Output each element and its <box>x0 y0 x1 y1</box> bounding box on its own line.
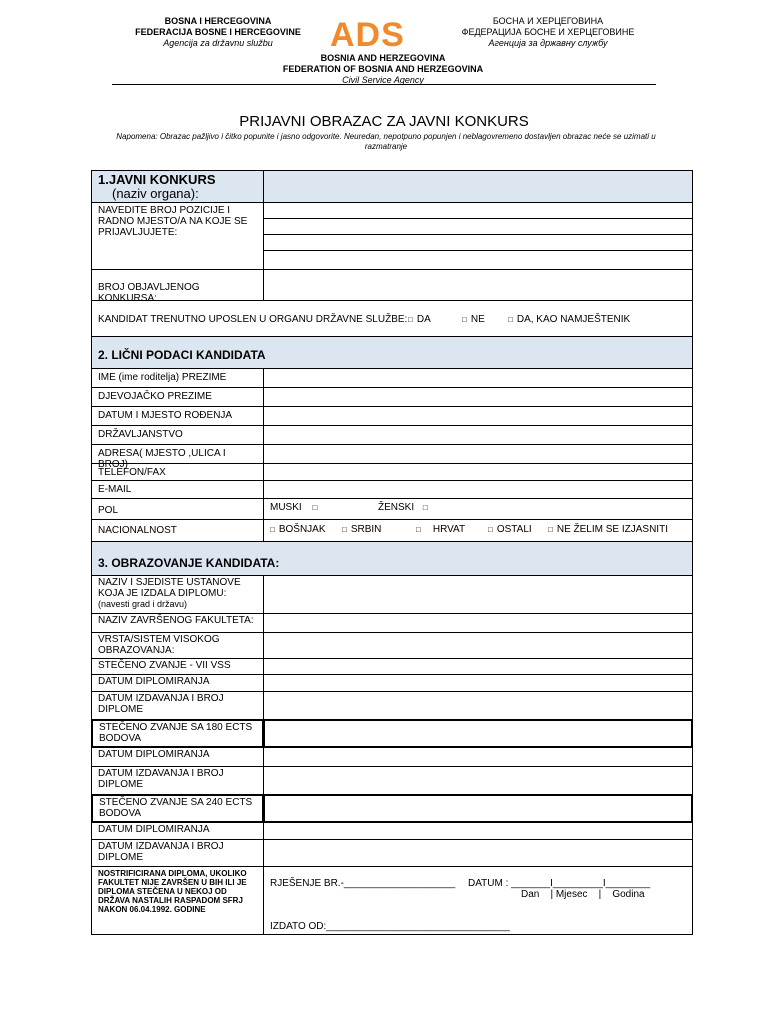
nac-option-ostali[interactable]: □ OSTALI <box>488 524 532 535</box>
section3-header <box>91 541 693 576</box>
education-label-9 <box>91 822 264 840</box>
education-field-5[interactable] <box>263 719 693 748</box>
checkbox-icon: □ <box>342 525 347 534</box>
personal-label-text: DJEVOJAČKO PREZIME <box>98 391 212 402</box>
nac-label: NACIONALNOST <box>98 525 177 536</box>
pol-options-cell <box>263 498 693 520</box>
checkbox-icon: □ <box>312 503 318 512</box>
personal-label-text: DATUM I MJESTO ROĐENJA <box>98 410 233 421</box>
education-label-text: DATUM DIPLOMIRANJA <box>98 824 210 835</box>
education-field-3[interactable] <box>263 674 693 692</box>
nac-option-srbin[interactable]: □ SRBIN <box>342 524 382 535</box>
personal-label-text: E-MAIL <box>98 484 132 495</box>
nostrification-label-cell <box>91 866 264 935</box>
education-label-6 <box>91 747 264 767</box>
personal-label-4 <box>91 444 264 470</box>
header-right <box>438 16 658 49</box>
education-label-text: STEČENO ZVANJE SA 240 ECTS BODOVA <box>99 797 253 819</box>
employment-option-ne[interactable]: □ NE <box>462 314 485 325</box>
header-left-line-3: Agencija za državnu službu <box>163 38 273 48</box>
education-label-4 <box>91 691 264 720</box>
header-left-line-1: BOSNA I HERCEGOVINA <box>164 16 272 26</box>
section3-title: 3. OBRAZOVANJE KANDIDATA: <box>98 556 280 570</box>
header-left-line-2: FEDERACIJA BOSNE I HERCEGOVINE <box>135 27 301 37</box>
education-label-text: DATUM IZDAVANJA I BROJ DIPLOME <box>98 693 224 715</box>
nostrification-label: NOSTRIFICIRANA DIPLOMA, UKOLIKO FAKULTET NIJE ZAVRŠEN U BIH ILI JE DIPLOMA STEČENA U NEKOJ OD DRŽAVA NASTALIH RASPADOM SFRJ NAKON 06.04.1992. GODINE <box>98 869 247 914</box>
header-center <box>258 53 508 86</box>
header-left <box>118 16 318 49</box>
pol-label-cell <box>91 498 264 520</box>
nostrification-field[interactable] <box>263 866 693 935</box>
date-parts-label: Dan | Mjesec | Godina <box>521 889 645 900</box>
personal-label-2 <box>91 406 264 426</box>
header-center-line-2: FEDERATION OF BOSNIA AND HERZEGOVINA <box>282 64 484 74</box>
checkbox-icon: □ <box>488 525 493 534</box>
personal-field-0[interactable] <box>263 368 693 388</box>
education-label-text: DATUM DIPLOMIRANJA <box>98 749 210 760</box>
rjesenje-label: RJEŠENJE BR.-____________________ <box>270 878 456 889</box>
employment-row <box>91 300 693 337</box>
header-center-line-1: BOSNIA AND HERZEGOVINA <box>320 53 446 63</box>
header-right-line-3: Агенција за државну службу <box>488 38 608 48</box>
education-field-2[interactable] <box>263 658 693 675</box>
checkbox-icon: □ <box>408 315 413 324</box>
pol-option-muski[interactable]: MUSKI □ <box>270 502 318 513</box>
education-label-1 <box>91 632 264 659</box>
personal-label-1 <box>91 387 264 407</box>
checkbox-icon: □ <box>416 525 421 534</box>
checkbox-icon: □ <box>548 525 553 534</box>
education-field-10[interactable] <box>263 839 693 867</box>
education-label-8 <box>91 794 264 823</box>
institution-label-cell <box>91 575 264 614</box>
nac-option-ne-zelim[interactable]: □ NE ŽELIM SE IZJASNITI <box>548 524 668 535</box>
education-label-text: VRSTA/SISTEM VISOKOG OBRAZOVANJA: <box>98 634 220 656</box>
section2-header <box>91 336 693 369</box>
education-label-5 <box>91 719 264 748</box>
education-field-8[interactable] <box>263 794 693 823</box>
personal-label-text: IME (ime roditelja) PREZIME <box>98 372 227 383</box>
checkbox-icon: □ <box>508 315 513 324</box>
education-field-9[interactable] <box>263 822 693 840</box>
personal-field-3[interactable] <box>263 425 693 445</box>
institution-hint: (navesti grad i državu) <box>98 599 188 609</box>
education-label-7 <box>91 766 264 795</box>
personal-field-4[interactable] <box>263 444 693 464</box>
header-divider <box>112 84 656 85</box>
nac-option-bosnjak[interactable]: □ BOŠNJAK <box>270 524 326 535</box>
contest-number-label-cell <box>91 269 264 304</box>
nac-label-cell <box>91 519 264 542</box>
personal-field-5[interactable] <box>263 463 693 481</box>
position-field-3[interactable] <box>263 234 693 251</box>
logo-text: ADS <box>330 16 405 54</box>
employment-option-da[interactable]: □ DA <box>408 314 431 325</box>
education-label-text: STEČENO ZVANJE SA 180 ECTS BODOVA <box>99 722 253 744</box>
education-field-1[interactable] <box>263 632 693 659</box>
personal-label-6 <box>91 480 264 499</box>
contest-number-label: BROJ OBJAVLJENOG KONKURSA: <box>98 282 200 304</box>
education-label-text: DATUM IZDAVANJA I BROJ DIPLOME <box>98 841 224 863</box>
position-field-4[interactable] <box>263 250 693 270</box>
checkbox-icon: □ <box>462 315 467 324</box>
position-field-2[interactable] <box>263 218 693 235</box>
pol-label: POL <box>98 505 119 516</box>
position-label: NAVEDITE BROJ POZICIJE I RADNO MJESTO/A NA KOJE SE PRIJAVLJUJETE: <box>98 205 248 238</box>
pol-option-zenski[interactable]: ŽENSKI □ <box>378 502 428 513</box>
position-label-cell <box>91 202 264 270</box>
education-label-text: DATUM IZDAVANJA I BROJ DIPLOME <box>98 768 224 790</box>
datum-label: DATUM : _______I_________I________ <box>468 878 651 889</box>
personal-label-text: TELEFON/FAX <box>98 467 166 478</box>
position-field-1[interactable] <box>263 202 693 219</box>
institution-label: NAZIV I SJEDISTE USTANOVE KOJA JE IZDALA DIPLOMU: <box>98 577 241 599</box>
section2-title: 2. LIČNI PODACI KANDIDATA <box>98 348 266 362</box>
education-label-text: NAZIV ZAVRŠENOG FAKULTETA: <box>98 615 254 626</box>
education-label-10 <box>91 839 264 867</box>
form-title: PRIJAVNI OBRAZAC ZA JAVNI KONKURS <box>239 113 529 130</box>
personal-label-3 <box>91 425 264 445</box>
education-field-0[interactable] <box>263 613 693 633</box>
section1-header <box>91 170 264 203</box>
personal-label-0 <box>91 368 264 388</box>
section1-subtitle: (naziv organa): <box>112 186 199 201</box>
education-label-text: STEČENO ZVANJE - VII VSS <box>98 660 231 671</box>
education-field-7[interactable] <box>263 766 693 795</box>
ads-logo <box>330 18 422 52</box>
header-right-line-1: БОСНА И ХЕРЦЕГОВИНА <box>492 16 604 26</box>
header-center-line-3: Civil Service Agency <box>342 75 424 85</box>
employment-label: KANDIDAT TRENUTNO UPOSLEN U ORGANU DRŽAVNE SLUŽBE: <box>98 314 408 325</box>
institution-field[interactable] <box>263 575 693 614</box>
section1-title: 1.JAVNI KONKURS <box>98 172 216 187</box>
education-label-0 <box>91 613 264 633</box>
personal-field-1[interactable] <box>263 387 693 407</box>
izdato-label: IZDATO OD:_________________________________ <box>270 921 510 932</box>
organ-name-field[interactable] <box>263 170 693 203</box>
education-label-text: DATUM DIPLOMIRANJA <box>98 676 210 687</box>
contest-number-field[interactable] <box>263 269 693 301</box>
form-note: Napomena: Obrazac pažljivo i čitko popunite i jasno odgovorite. Neuredan, nepotpuno popunjen i neblagovremeno dostavljen obrazac neće se uzimati u razmatranje <box>116 132 656 151</box>
personal-field-6[interactable] <box>263 480 693 499</box>
header-right-line-2: ФЕДЕРАЦИЈА БОСНЕ И ХЕРЦЕГОВИНЕ <box>461 27 635 37</box>
education-field-4[interactable] <box>263 691 693 720</box>
personal-field-2[interactable] <box>263 406 693 426</box>
education-field-6[interactable] <box>263 747 693 767</box>
checkbox-icon: □ <box>422 503 428 512</box>
education-label-2 <box>91 658 264 675</box>
personal-label-text: ADRESA( MJESTO ,ULICA I BROJ) <box>98 448 226 470</box>
checkbox-icon: □ <box>270 525 275 534</box>
nac-option-hrvat[interactable]: □ HRVAT <box>416 524 466 535</box>
education-label-3 <box>91 674 264 692</box>
personal-label-text: DRŽAVLJANSTVO <box>98 429 183 440</box>
personal-label-5 <box>91 463 264 481</box>
nac-options-cell <box>263 519 693 542</box>
employment-option-namjestenik[interactable]: □ DA, KAO NAMJEŠTENIK <box>508 314 631 325</box>
